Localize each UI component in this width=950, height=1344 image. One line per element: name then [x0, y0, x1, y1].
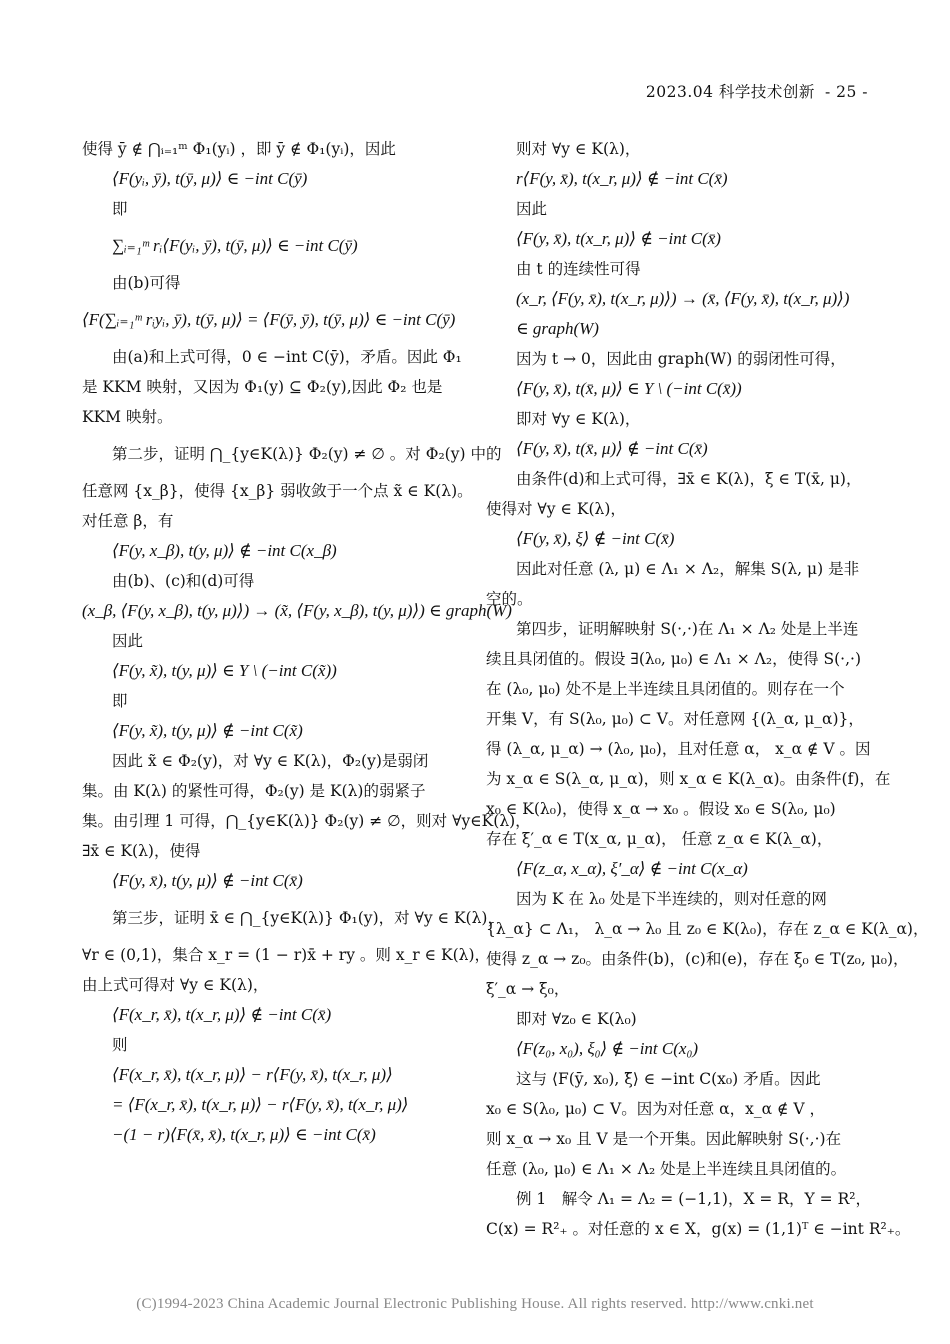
text-line: 则	[112, 1036, 128, 1054]
text-line: 集。由 K(λ) 的紧性可得，Φ₂(y) 是 K(λ)的弱紧子	[82, 782, 426, 800]
text-line: 由条件(d)和上式可得，∃x̄ ∈ K(λ)，ξ ∈ T(x̄, μ)，	[516, 470, 862, 488]
text-line: 得 (λ_α, μ_α) → (λ₀, μ₀)，且对任意 α， x_α ∉ V 。因	[486, 740, 871, 758]
text-line: KKM 映射。	[82, 408, 173, 426]
text-line: 任意网 {x_β}，使得 {x_β} 弱收敛于一个点 x̃ ∈ K(λ)。	[82, 482, 473, 500]
text-line: 则 x_α → x₀ 且 V 是一个开集。因此解映射 S(·,·)在	[486, 1130, 842, 1148]
formula-line: ⟨F(∑ᵢ₌₁ᵐ rᵢyᵢ, ȳ), t(ȳ, μ)⟩ = ⟨F(ȳ, ȳ), t(ȳ, μ)⟩ ∈ −int C(ȳ)	[82, 310, 456, 329]
formula-line: r⟨F(y, x̄), t(x_r, μ)⟩ ∉ −int C(x̄)	[516, 169, 728, 188]
formula-line: ⟨F(y, x̄), ξ⟩ ∉ −int C(x̄)	[516, 529, 675, 548]
text-line: 由(b)可得	[112, 274, 181, 292]
text-line: 第二步，证明 ⋂_{y∈K(λ)} Φ₂(y) ≠ ∅ 。对 Φ₂(y) 中的	[112, 445, 502, 463]
right-column	[486, 134, 929, 1244]
formula-line: ⟨F(y, x̄), t(y, μ)⟩ ∉ −int C(x̄)	[112, 871, 303, 890]
text-line: x₀ ∈ S(λ₀, μ₀) ⊂ V。因为对任意 α，x_α ∉ V ，	[486, 1100, 826, 1118]
text-line: 使得 z_α → z₀。由条件(b)，(c)和(e)，存在 ξ₀ ∈ T(z₀, μ₀)，	[486, 950, 909, 968]
text-line: 即	[112, 200, 128, 218]
text-line: 第三步，证明 x̄ ∈ ⋂_{y∈K(λ)} Φ₁(y)，对 ∀y ∈ K(λ)，	[112, 909, 503, 927]
text-line: 空的。	[486, 590, 533, 608]
formula-line: ⟨F(yᵢ, ȳ), t(ȳ, μ)⟩ ∈ −int C(ȳ)	[112, 169, 308, 188]
text-line: ξ′_α → ξ₀，	[486, 980, 570, 998]
text-line: 为 x_α ∈ S(λ_α, μ_α)，则 x_α ∈ K(λ_α)。由条件(f)，在	[486, 770, 891, 788]
page-header	[646, 80, 868, 102]
formula-line: (x_β, ⟨F(y, x_β), t(y, μ)⟩) → (x̃, ⟨F(y, x_β), t(y, μ)⟩) ∈ graph(W)	[82, 601, 512, 620]
text-line: 存在 ξ′_α ∈ T(x_α, μ_α)， 任意 z_α ∈ K(λ_α)，	[486, 830, 833, 848]
copyright-footer: (C)1994-2023 China Academic Journal Electronic Publishing House. All rights reserved. http://www.cnki.net	[136, 1296, 814, 1312]
text-line: ∀r ∈ (0,1)，集合 x_r = (1 − r)x̄ + ry 。则 x_r ∈ K(λ)，	[82, 946, 491, 964]
formula-line: ∈ graph(W)	[516, 319, 599, 338]
text-line: 由(b)、(c)和(d)可得	[112, 572, 255, 590]
text-line: 使得 ȳ ∉ ⋂ᵢ₌₁ᵐ Φ₁(yᵢ) ，即 ȳ ∉ Φ₁(yᵢ)，因此	[82, 140, 396, 158]
text-line: 集。由引理 1 可得，⋂_{y∈K(λ)} Φ₂(y) ≠ ∅，则对 ∀y∈K(λ)，	[82, 812, 531, 830]
formula-line: ⟨F(x_r, x̄), t(x_r, μ)⟩ ∉ −int C(x̄)	[112, 1005, 332, 1024]
text-line: 即对 ∀z₀ ∈ K(λ₀)	[516, 1010, 637, 1028]
text-line: 第四步，证明解映射 S(·,·)在 Λ₁ × Λ₂ 处是上半连	[516, 620, 859, 638]
text-line: ∃x̄ ∈ K(λ)，使得	[82, 842, 201, 860]
text-line: 使得对 ∀y ∈ K(λ)，	[486, 500, 626, 518]
text-line: 由上式可得对 ∀y ∈ K(λ)，	[82, 976, 269, 994]
text-line: 例 1 解令 Λ₁ = Λ₂ = (−1,1)，X = R，Y = R²，	[516, 1190, 871, 1208]
formula-line: ∑ᵢ₌₁ᵐ rᵢ⟨F(yᵢ, ȳ), t(ȳ, μ)⟩ ∈ −int C(ȳ)	[112, 236, 358, 255]
formula-line: ⟨F(y, x̄), t(x̄, μ)⟩ ∉ −int C(x̄)	[516, 439, 708, 458]
text-line: 是 KKM 映射，又因为 Φ₁(y) ⊆ Φ₂(y),因此 Φ₂ 也是	[82, 378, 443, 396]
formula-line: ⟨F(y, x̃), t(y, μ)⟩ ∉ −int C(x̃)	[112, 721, 303, 740]
formula-line: ⟨F(z_α, x_α), ξ′_α⟩ ∉ −int C(x_α)	[516, 859, 748, 878]
text-line: 任意 (λ₀, μ₀) ∈ Λ₁ × Λ₂ 处是上半连续且具闭值的。	[486, 1160, 847, 1178]
formula-line: −(1 − r)⟨F(x̄, x̄), t(x_r, μ)⟩ ∈ −int C(x̄)	[112, 1125, 376, 1144]
text-line: 由 t 的连续性可得	[516, 260, 641, 278]
formula-line: ⟨F(x_r, x̄), t(x_r, μ)⟩ − r⟨F(y, x̄), t(x_r, μ)⟩	[112, 1065, 393, 1084]
text-line: 在 (λ₀, μ₀) 处不是上半连续且具闭值的。则存在一个	[486, 680, 845, 698]
text-line: 这与 ⟨F(ȳ, x₀), ξ̄⟩ ∈ −int C(x₀) 矛盾。因此	[516, 1070, 821, 1088]
text-line: 因为 t → 0，因此由 graph(W) 的弱闭性可得，	[516, 350, 846, 368]
text-line: 因此	[516, 200, 548, 218]
text-line: 因此 x̃ ∈ Φ₂(y)，对 ∀y ∈ K(λ)，Φ₂(y)是弱闭	[112, 752, 429, 770]
text-line: {λ_α} ⊂ Λ₁， λ_α → λ₀ 且 z₀ ∈ K(λ₀)，存在 z_α ∈ K(λ_α)，	[486, 920, 929, 938]
text-line: 因此对任意 (λ, μ) ∈ Λ₁ × Λ₂，解集 S(λ, μ) 是非	[516, 560, 860, 578]
formula-line: ⟨F(y, x̄), t(x̄, μ)⟩ ∈ Y \ (−int C(x̄))	[516, 379, 742, 398]
formula-line: (x_r, ⟨F(y, x̄), t(x_r, μ)⟩) → (x̄, ⟨F(y, x̄), t(x_r, μ)⟩)	[516, 289, 850, 308]
formula-line: ⟨F(y, x̄), t(x_r, μ)⟩ ∉ −int C(x̄)	[516, 229, 721, 248]
text-line: 因为 K 在 λ₀ 处是下半连续的，则对任意的网	[516, 890, 827, 908]
formula-line: ⟨F(z₀, x₀), ξ₀⟩ ∉ −int C(x₀)	[516, 1039, 699, 1058]
text-line: 对任意 β，有	[82, 512, 174, 530]
text-line: 由(a)和上式可得，0 ∈ −int C(ȳ)，矛盾。因此 Φ₁	[112, 348, 462, 366]
text-line: 即	[112, 692, 128, 710]
text-line: 续且具闭值的。假设 ∃(λ₀, μ₀) ∈ Λ₁ × Λ₂，使得 S(·,·)	[486, 650, 862, 668]
text-line: 开集 V，有 S(λ₀, μ₀) ⊂ V。对任意网 {(λ_α, μ_α)}，	[486, 710, 864, 728]
text-line: 因此	[112, 632, 144, 650]
formula-line: = ⟨F(x_r, x̄), t(x_r, μ)⟩ − r⟨F(y, x̄), t(x_r, μ)⟩	[112, 1095, 409, 1114]
formula-line: ⟨F(y, x̃), t(y, μ)⟩ ∈ Y \ (−int C(x̃))	[112, 661, 337, 680]
text-line: 即对 ∀y ∈ K(λ)，	[516, 410, 641, 428]
text-line: C(x) = R²₊ 。对任意的 x ∈ X，g(x) = (1,1)ᵀ ∈ −int R²₊。	[486, 1220, 911, 1238]
formula-line: ⟨F(y, x_β), t(y, μ)⟩ ∉ −int C(x_β)	[112, 541, 337, 560]
text-line: 则对 ∀y ∈ K(λ)，	[516, 140, 641, 158]
text-line: x₀ ∈ K(λ₀)，使得 x_α → x₀ 。假设 x₀ ∈ S(λ₀, μ₀)	[486, 800, 836, 818]
journal-issue: 2023.04 科学技术创新	[645, 83, 815, 101]
page-number: - 25 -	[824, 83, 868, 101]
